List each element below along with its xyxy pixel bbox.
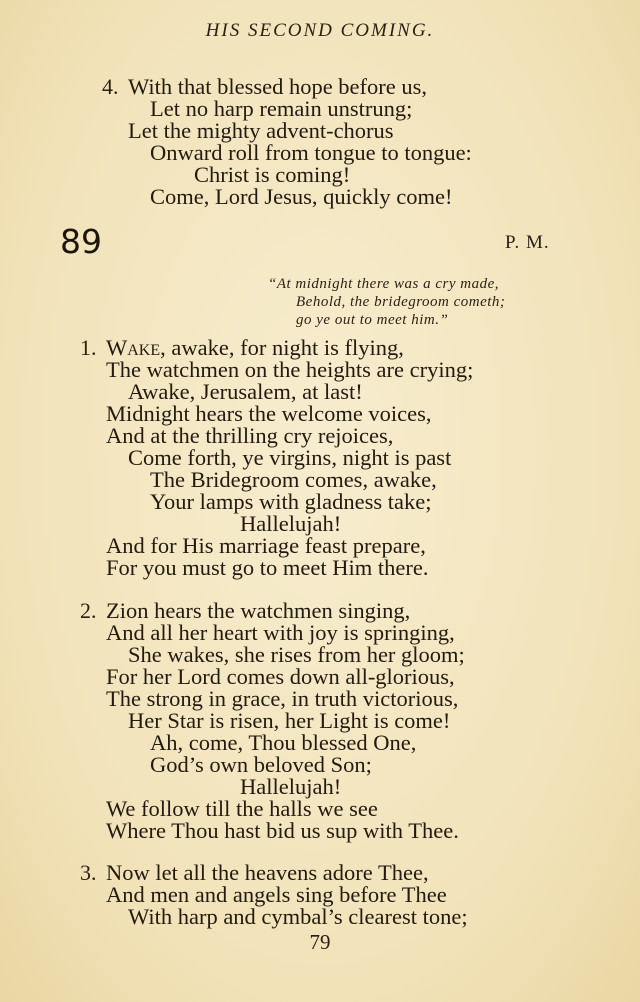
verse-line: God’s own beloved Son; <box>150 752 372 777</box>
verse-line: Her Star is risen, her Light is come! <box>128 708 451 733</box>
verse-line: Come, Lord Jesus, quickly come! <box>150 184 453 209</box>
stanza-number: 4. <box>102 74 119 99</box>
stanza-number: 3. <box>80 860 97 885</box>
running-head: HIS SECOND COMING. <box>205 20 435 41</box>
verse-line: She wakes, she rises from her gloom; <box>128 642 465 667</box>
verse-line: And all her heart with joy is springing, <box>106 620 455 645</box>
verse-line: Your lamps with gladness take; <box>150 489 432 514</box>
verse-line: And men and angels sing before Thee <box>106 882 447 907</box>
verse-line: Hallelujah! <box>240 511 342 536</box>
verse-line: Midnight hears the welcome voices, <box>106 401 432 426</box>
stanza-number: 2. <box>80 598 97 623</box>
verse-line: With harp and cymbal’s clearest tone; <box>128 904 468 929</box>
verse-line: With that blessed hope before us, <box>128 74 428 99</box>
hymn-meter: P. M. <box>505 232 550 253</box>
verse-line: Let the mighty advent-chorus <box>128 118 394 143</box>
verse-line: Awake, Jerusalem, at last! <box>128 379 363 404</box>
verse-line: Now let all the heavens adore Thee, <box>106 860 429 885</box>
verse-line: Zion hears the watchmen singing, <box>106 598 411 623</box>
verse-line: For her Lord comes down all-glorious, <box>106 664 455 689</box>
verse-line: Onward roll from tongue to tongue: <box>150 140 472 165</box>
epigraph-line: “At midnight there was a cry made, <box>268 276 500 292</box>
verse-line: For you must go to meet Him there. <box>106 555 429 580</box>
page-number: 79 <box>309 930 331 954</box>
epigraph-line: Behold, the bridegroom cometh; <box>296 294 506 310</box>
stanza-number: 1. <box>80 335 97 360</box>
verse-line: And at the thrilling cry rejoices, <box>106 423 394 448</box>
verse-line: The watchmen on the heights are crying; <box>106 357 474 382</box>
verse-line: Where Thou hast bid us sup with Thee. <box>106 818 459 843</box>
verse-line: Hallelujah! <box>240 774 342 799</box>
verse-line: The strong in grace, in truth victorious, <box>106 686 459 711</box>
verse-line: The Bridegroom comes, awake, <box>150 467 437 492</box>
epigraph-line: go ye out to meet him.” <box>296 312 449 328</box>
verse-line: Christ is coming! <box>194 162 351 187</box>
hymn-number: 89 <box>60 222 102 261</box>
verse-line: Come forth, ye virgins, night is past <box>128 445 452 470</box>
verse-line <box>106 337 404 359</box>
verse-line: Let no harp remain unstrung; <box>150 96 413 121</box>
verse-line: We follow till the halls we see <box>106 796 378 821</box>
verse-line-rest: , awake, for night is flying, <box>160 335 404 360</box>
drop-word: Wake <box>106 335 161 360</box>
verse-line: Ah, come, Thou blessed One, <box>150 730 417 755</box>
verse-line: And for His marriage feast prepare, <box>106 533 426 558</box>
